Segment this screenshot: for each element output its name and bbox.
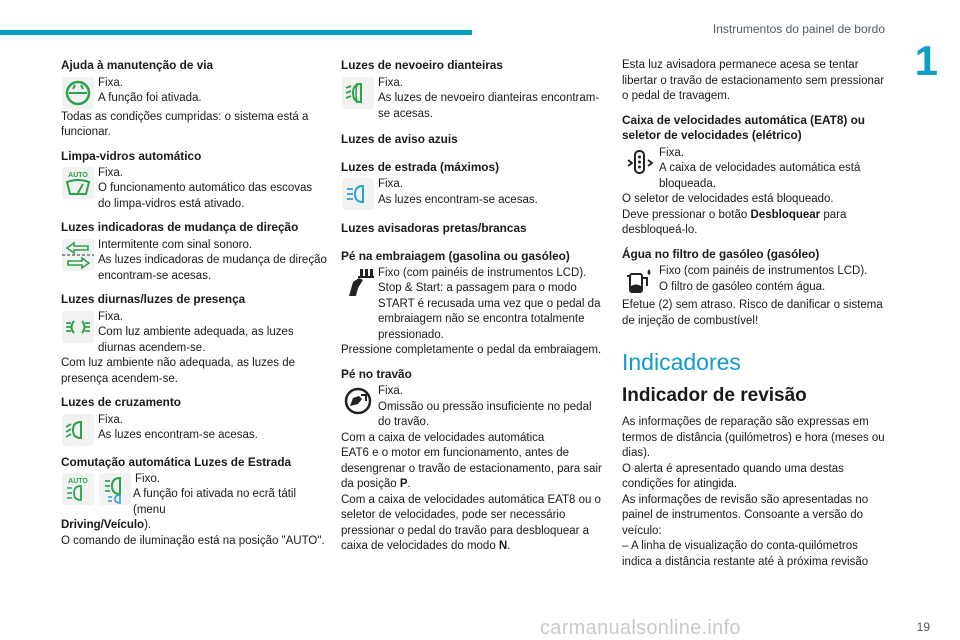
water-in-fuel-desc: O filtro de gasóleo contém água. xyxy=(659,280,826,293)
brake-eat8-note: Com a caixa de velocidades automática EAT8 ou o seletor de velocidades, pode ser necessário pressionar o pedal do travão para desbloquear a caixa de velocidades do modo N. xyxy=(341,493,601,552)
lane-assist-status: Fixa. xyxy=(98,76,123,89)
service-paragraph-3: As informações de revisão são apresentadas no painel de instrumentos. Consoante a versão do veículo: xyxy=(622,493,869,537)
drl-status: Fixa. xyxy=(98,310,123,323)
clutch-note: Pressione completamente o pedal da embraiagem. xyxy=(341,344,602,356)
page-number: 19 xyxy=(916,620,930,634)
lane-assist-desc: A função foi ativada. xyxy=(98,92,202,104)
fog-lights-status: Fixa. xyxy=(378,76,403,89)
gearbox-heading: Caixa de velocidades automática (EAT8) ou seletor de velocidades (elétrico) xyxy=(622,112,865,142)
gearbox-lock-icon xyxy=(622,146,656,180)
auto-wipers-icon xyxy=(61,166,95,200)
page-header-title: Instrumentos do painel de bordo xyxy=(712,22,885,36)
fog-lights-heading: Luzes de nevoeiro dianteiras xyxy=(341,58,503,72)
high-beam-icon xyxy=(98,472,132,506)
service-paragraph-2: O alerta é apresentado quando uma destas condições for atingida. xyxy=(622,462,844,490)
brake-eat6-line1: Com a caixa de velocidades automática xyxy=(341,431,545,444)
dipped-beam-icon xyxy=(61,413,95,447)
drl-desc-2: Com luz ambiente não adequada, as luzes de presença acendem-se. xyxy=(61,357,295,385)
column-1 xyxy=(61,58,328,549)
auto-high-beam-menu: Driving/Veículo). xyxy=(61,519,152,531)
section-title-indicators: Indicadores xyxy=(622,349,741,375)
service-paragraph-1: As informações de reparação são expressas em termos de distância (quilómetros) e hora (meses ou dias). xyxy=(622,416,885,459)
turn-indicators-desc: As luzes indicadoras de mudança de direção encontram-se acesas. xyxy=(98,254,327,282)
lane-assist-heading: Ajuda à manutenção de via xyxy=(61,58,214,72)
water-in-fuel-heading: Água no filtro de gasóleo (gasóleo) xyxy=(622,246,820,261)
gearbox-selector-note: O seletor de velocidades está bloqueado. xyxy=(622,193,834,205)
auto-high-beam-note: O comando de iluminação está na posição "AUTO". xyxy=(61,534,325,547)
dipped-beam-heading: Luzes de cruzamento xyxy=(61,395,181,409)
blue-warning-heading: Luzes de aviso azuis xyxy=(341,132,458,146)
turn-arrows-icon xyxy=(61,238,95,272)
front-fog-icon xyxy=(341,76,375,110)
foot-on-brake-icon xyxy=(341,384,375,418)
auto-high-beam-status: Fixo. xyxy=(135,473,160,485)
turn-indicators-status: Intermitente com sinal sonoro. xyxy=(98,238,253,251)
brake-desc: Omissão ou pressão insuficiente no pedal do travão. xyxy=(378,400,592,428)
brake-heading: Pé no travão xyxy=(341,366,412,381)
clutch-heading: Pé na embraiagem (gasolina ou gasóleo) xyxy=(341,248,570,263)
clutch-desc: Stop & Start: a passagem para o modo START é recusada uma vez que o pedal da embraiagem não se encontra totalmente pressionado. xyxy=(378,282,601,341)
lane-assist-note: Todas as condições cumpridas: o sistema está a funcionar. xyxy=(61,110,309,138)
lane-assist-icon xyxy=(61,76,95,110)
gearbox-unlock-note: Deve pressionar o botão Desbloquear para desbloqueá-lo. xyxy=(622,208,847,236)
auto-high-beam-heading: Comutação automática Luzes de Estrada xyxy=(61,454,292,469)
chapter-number: 1 xyxy=(914,37,938,84)
side-lights-icon xyxy=(61,310,95,344)
main-beam-desc: As luzes encontram-se acesas. xyxy=(378,193,538,206)
auto-high-beam-icon xyxy=(61,472,95,506)
service-indicator-heading: Indicador de revisão xyxy=(622,385,807,406)
auto-wipers-heading: Limpa-vidros automático xyxy=(61,148,202,163)
header-accent-bar xyxy=(0,30,472,35)
dipped-beam-status: Fixa. xyxy=(98,413,123,426)
dipped-beam-desc: As luzes encontram-se acesas. xyxy=(98,429,258,441)
drl-desc-1: Com luz ambiente adequada, as luzes diurnas acendem-se. xyxy=(98,326,294,354)
black-white-warning-heading: Luzes avisadoras pretas/brancas xyxy=(341,221,527,235)
main-beam-heading: Luzes de estrada (máximos) xyxy=(341,159,500,174)
water-in-diesel-icon xyxy=(622,264,656,298)
svg-text:AUTO: AUTO xyxy=(68,172,88,179)
auto-high-beam-desc: A função foi ativada no ecrã tátil (menu xyxy=(133,488,297,516)
parking-brake-note: Esta luz avisadora permanece acesa se tentar libertar o travão de estacionamento sem pressionar o pedal de travagem. xyxy=(622,59,885,102)
gearbox-desc: A caixa de velocidades automática está bloqueada. xyxy=(659,162,861,190)
drl-heading: Luzes diurnas/luzes de presença xyxy=(61,292,246,306)
auto-wipers-status: Fixa. xyxy=(98,167,123,179)
main-beam-icon xyxy=(341,177,375,211)
clutch-status: Fixo (com painéis de instrumentos LCD). xyxy=(378,267,587,279)
column-3 xyxy=(622,58,887,570)
main-beam-status: Fixa. xyxy=(378,178,403,190)
service-paragraph-4: – A linha de visualização do conta-quilómetros indica a distância restante até à próxima revisão xyxy=(622,540,869,568)
fog-lights-desc: As luzes de nevoeiro dianteiras encontram-se acesas. xyxy=(378,92,600,120)
brake-status: Fixa. xyxy=(378,385,403,397)
brake-eat6-line2: EAT6 e o motor em funcionamento, antes de desengrenar o travão de estacionamento, para sair da posição P. xyxy=(341,447,602,490)
turn-indicators-heading: Luzes indicadoras de mudança de direção xyxy=(61,220,299,234)
column-2 xyxy=(341,58,606,555)
svg-text:AUTO: AUTO xyxy=(68,478,88,485)
water-in-fuel-status: Fixo (com painéis de instrumentos LCD). xyxy=(659,265,868,277)
auto-wipers-desc: O funcionamento automático das escovas do limpa-vidros está ativado. xyxy=(98,182,313,210)
water-in-fuel-note: Efetue (2) sem atraso. Risco de danificar o sistema de injeção de combustível! xyxy=(622,299,883,327)
foot-on-clutch-icon xyxy=(341,266,375,300)
watermark: carmanualsonline.info xyxy=(540,617,741,639)
gearbox-status: Fixa. xyxy=(659,146,684,159)
